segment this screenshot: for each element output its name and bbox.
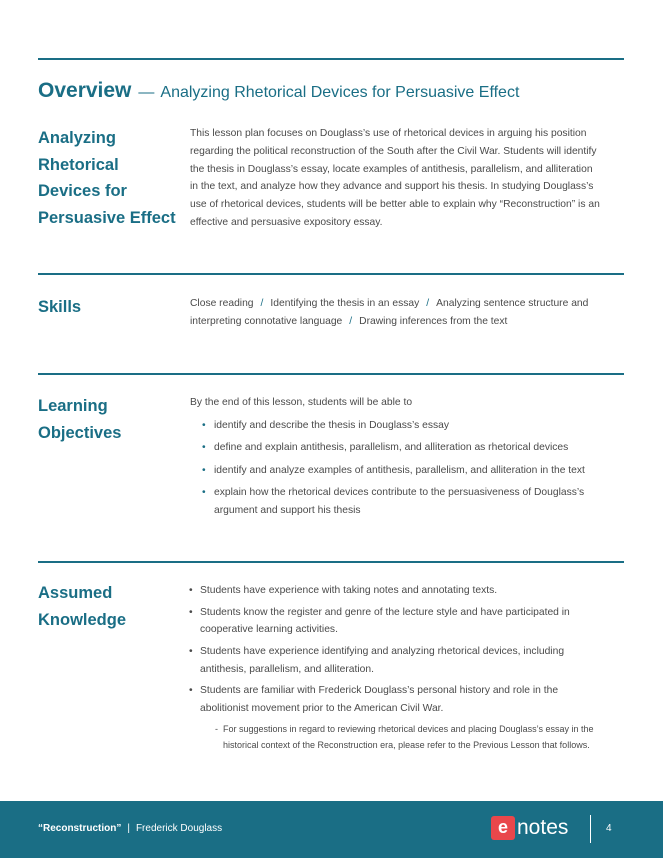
skill-separator: / <box>260 298 264 309</box>
skills-list <box>190 295 626 331</box>
intro-line: This lesson plan focuses on Douglass’s use of rhetorical devices in arguing his position <box>190 128 587 139</box>
list-item <box>189 604 625 640</box>
note-line: For suggestions in regard to reviewing rhetorical devices and placing Douglass’s essay in the <box>223 723 594 734</box>
footer-work-title: “Reconstruction” <box>38 823 122 834</box>
intro-line: use of rhetorical devices, students will be better able to explain why “Reconstruction” is an <box>190 199 600 211</box>
list-item <box>189 682 625 718</box>
list-item <box>202 484 626 520</box>
knowledge-note <box>189 721 625 753</box>
page-header <box>38 79 624 103</box>
list-item-text: Students know the register and genre of the lecture style and have participated in <box>200 606 570 618</box>
list-item <box>189 582 625 600</box>
bullet-icon: • <box>202 419 206 431</box>
bullet-icon: • <box>189 685 193 697</box>
knowledge-heading <box>38 580 180 633</box>
intro-heading-line: Devices for <box>38 182 127 200</box>
section-rule <box>38 373 624 375</box>
objectives-intro: By the end of this lesson, students will be able to <box>190 397 413 408</box>
list-item <box>202 417 626 435</box>
list-item-text: Students have experience identifying and analyzing rhetorical devices, including <box>200 645 565 657</box>
footer-divider <box>590 815 591 843</box>
intro-line: effective and persuasive expository essay. <box>190 216 383 228</box>
intro-line: in the text, and analyze how they advance and support his thesis. In studying Douglass’s <box>190 181 594 193</box>
list-item-text: antithesis, parallelism, and alliteration. <box>200 663 374 675</box>
intro-heading-line: Rhetorical <box>38 155 119 174</box>
section-rule <box>38 273 624 275</box>
title-dash: — <box>138 84 155 101</box>
list-item-text: identify and analyze examples of antithesis, parallelism, and alliteration in the text <box>214 464 585 476</box>
bullet-icon: • <box>189 585 193 596</box>
footer-separator: | <box>127 823 130 834</box>
bullet-icon: • <box>202 464 206 476</box>
list-item-text: define and explain antithesis, parallelism, and alliteration as rhetorical devices <box>214 442 569 454</box>
list-item-text: Students are familiar with Frederick Douglass’s personal history and role in the <box>200 685 559 697</box>
intro-heading-line: Analyzing <box>38 129 116 147</box>
section-rule <box>38 561 624 563</box>
objectives-heading-line: Learning <box>38 397 108 415</box>
intro-line: regarding the political reconstruction of the South after the Civil War. Students will identify <box>190 145 597 157</box>
intro-paragraph <box>190 125 626 232</box>
list-item <box>202 462 626 480</box>
enotes-logo <box>491 815 568 841</box>
list-item-text: explain how the rhetorical devices contribute to the persuasiveness of Douglass’s <box>214 486 585 498</box>
objectives-heading <box>38 393 180 446</box>
list-item-text: argument and support his thesis <box>214 504 361 516</box>
note-line: historical context of the Reconstruction era, please refer to the Previous Lesson that follows. <box>223 739 590 750</box>
top-rule <box>38 58 624 60</box>
list-item-text: identify and describe the thesis in Douglass’s essay <box>214 419 450 431</box>
skills-heading: Skills <box>38 298 82 316</box>
list-item-text: cooperative learning activities. <box>200 624 338 636</box>
skill-item: Analyzing sentence structure and <box>436 298 589 309</box>
list-item <box>189 643 625 679</box>
page-subtitle: Analyzing Rhetorical Devices for Persuasive Effect <box>160 84 520 101</box>
footer-title <box>38 823 222 834</box>
logo-wordmark: notes <box>517 816 569 839</box>
objectives-heading-line: Objectives <box>38 423 122 442</box>
page-number: 4 <box>606 823 612 834</box>
skill-item: interpreting connotative language <box>190 315 343 327</box>
list-item-text: abolitionist movement prior to the American Civil War. <box>200 703 444 715</box>
objectives-list <box>190 417 626 520</box>
page-title: Overview <box>38 79 132 102</box>
skill-separator: / <box>349 315 353 327</box>
skill-item: Drawing inferences from the text <box>359 315 508 327</box>
intro-line: the thesis in Douglass’s essay, locate examples of antithesis, parallelism, and alliteration <box>190 163 593 175</box>
list-item <box>202 439 626 457</box>
skill-item: Identifying the thesis in an essay <box>270 298 420 309</box>
knowledge-list <box>189 582 625 718</box>
footer-author: Frederick Douglass <box>135 823 223 834</box>
bullet-icon: • <box>202 486 206 498</box>
intro-heading-line: Persuasive Effect <box>38 208 176 227</box>
skill-separator: / <box>426 298 430 309</box>
intro-heading <box>38 125 180 231</box>
knowledge-heading-line: Knowledge <box>38 610 127 629</box>
objectives-body <box>190 394 626 524</box>
note-dash: - <box>215 723 218 734</box>
bullet-icon: • <box>189 606 193 618</box>
logo-e-icon: e <box>491 816 515 840</box>
knowledge-heading-line: Assumed <box>38 584 113 602</box>
knowledge-body <box>189 582 625 753</box>
bullet-icon: • <box>202 442 206 454</box>
bullet-icon: • <box>189 645 193 657</box>
list-item-text: Students have experience with taking notes and annotating texts. <box>200 585 498 596</box>
page-footer <box>0 801 663 858</box>
skill-item: Close reading <box>190 298 254 309</box>
